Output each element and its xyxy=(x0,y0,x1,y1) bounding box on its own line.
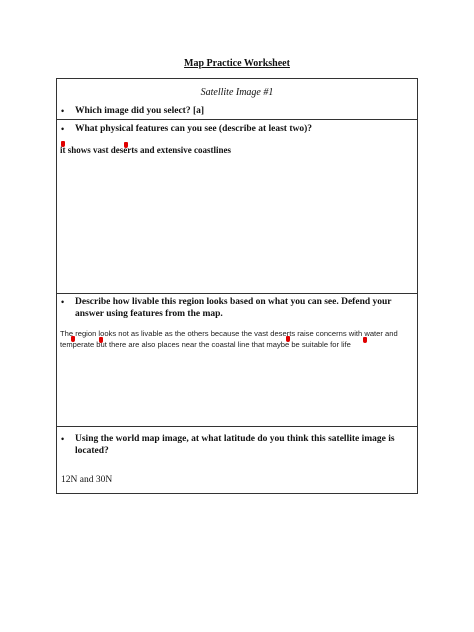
bullet-icon: • xyxy=(61,297,65,307)
answer-physical-features[interactable]: it shows vast deserts and extensive coastlines xyxy=(60,145,231,155)
answer-livability[interactable]: The region looks not as livable as the others because the vast deserts raise concerns with water and temperate but there are also places near the coastal line that maybe be suitable for life xyxy=(60,329,398,349)
section-physical-features xyxy=(57,120,417,294)
question-livability xyxy=(61,296,411,320)
worksheet-table xyxy=(56,78,418,494)
bullet-icon: • xyxy=(61,124,65,134)
section-latitude xyxy=(57,427,417,493)
question-physical-features xyxy=(61,123,411,135)
section-image-selection xyxy=(57,79,417,120)
question-latitude xyxy=(61,433,411,457)
question-text: Describe how livable this region looks based on what you can see. Defend your answer using features from the map. xyxy=(75,297,392,319)
question-text: Using the world map image, at what latitude do you think this satellite image is located? xyxy=(75,434,395,456)
bullet-icon: • xyxy=(61,106,65,116)
question-text: What physical features can you see (describe at least two)? xyxy=(75,124,313,134)
section-livability xyxy=(57,294,417,427)
question-text: Which image did you select? [a] xyxy=(75,106,205,116)
answer-latitude[interactable]: 12N and 30N xyxy=(61,475,113,485)
bullet-icon: • xyxy=(61,434,65,444)
image-heading: Satellite Image #1 xyxy=(200,87,274,98)
page-title: Map Practice Worksheet xyxy=(184,58,290,69)
question-image-selection xyxy=(61,105,411,117)
